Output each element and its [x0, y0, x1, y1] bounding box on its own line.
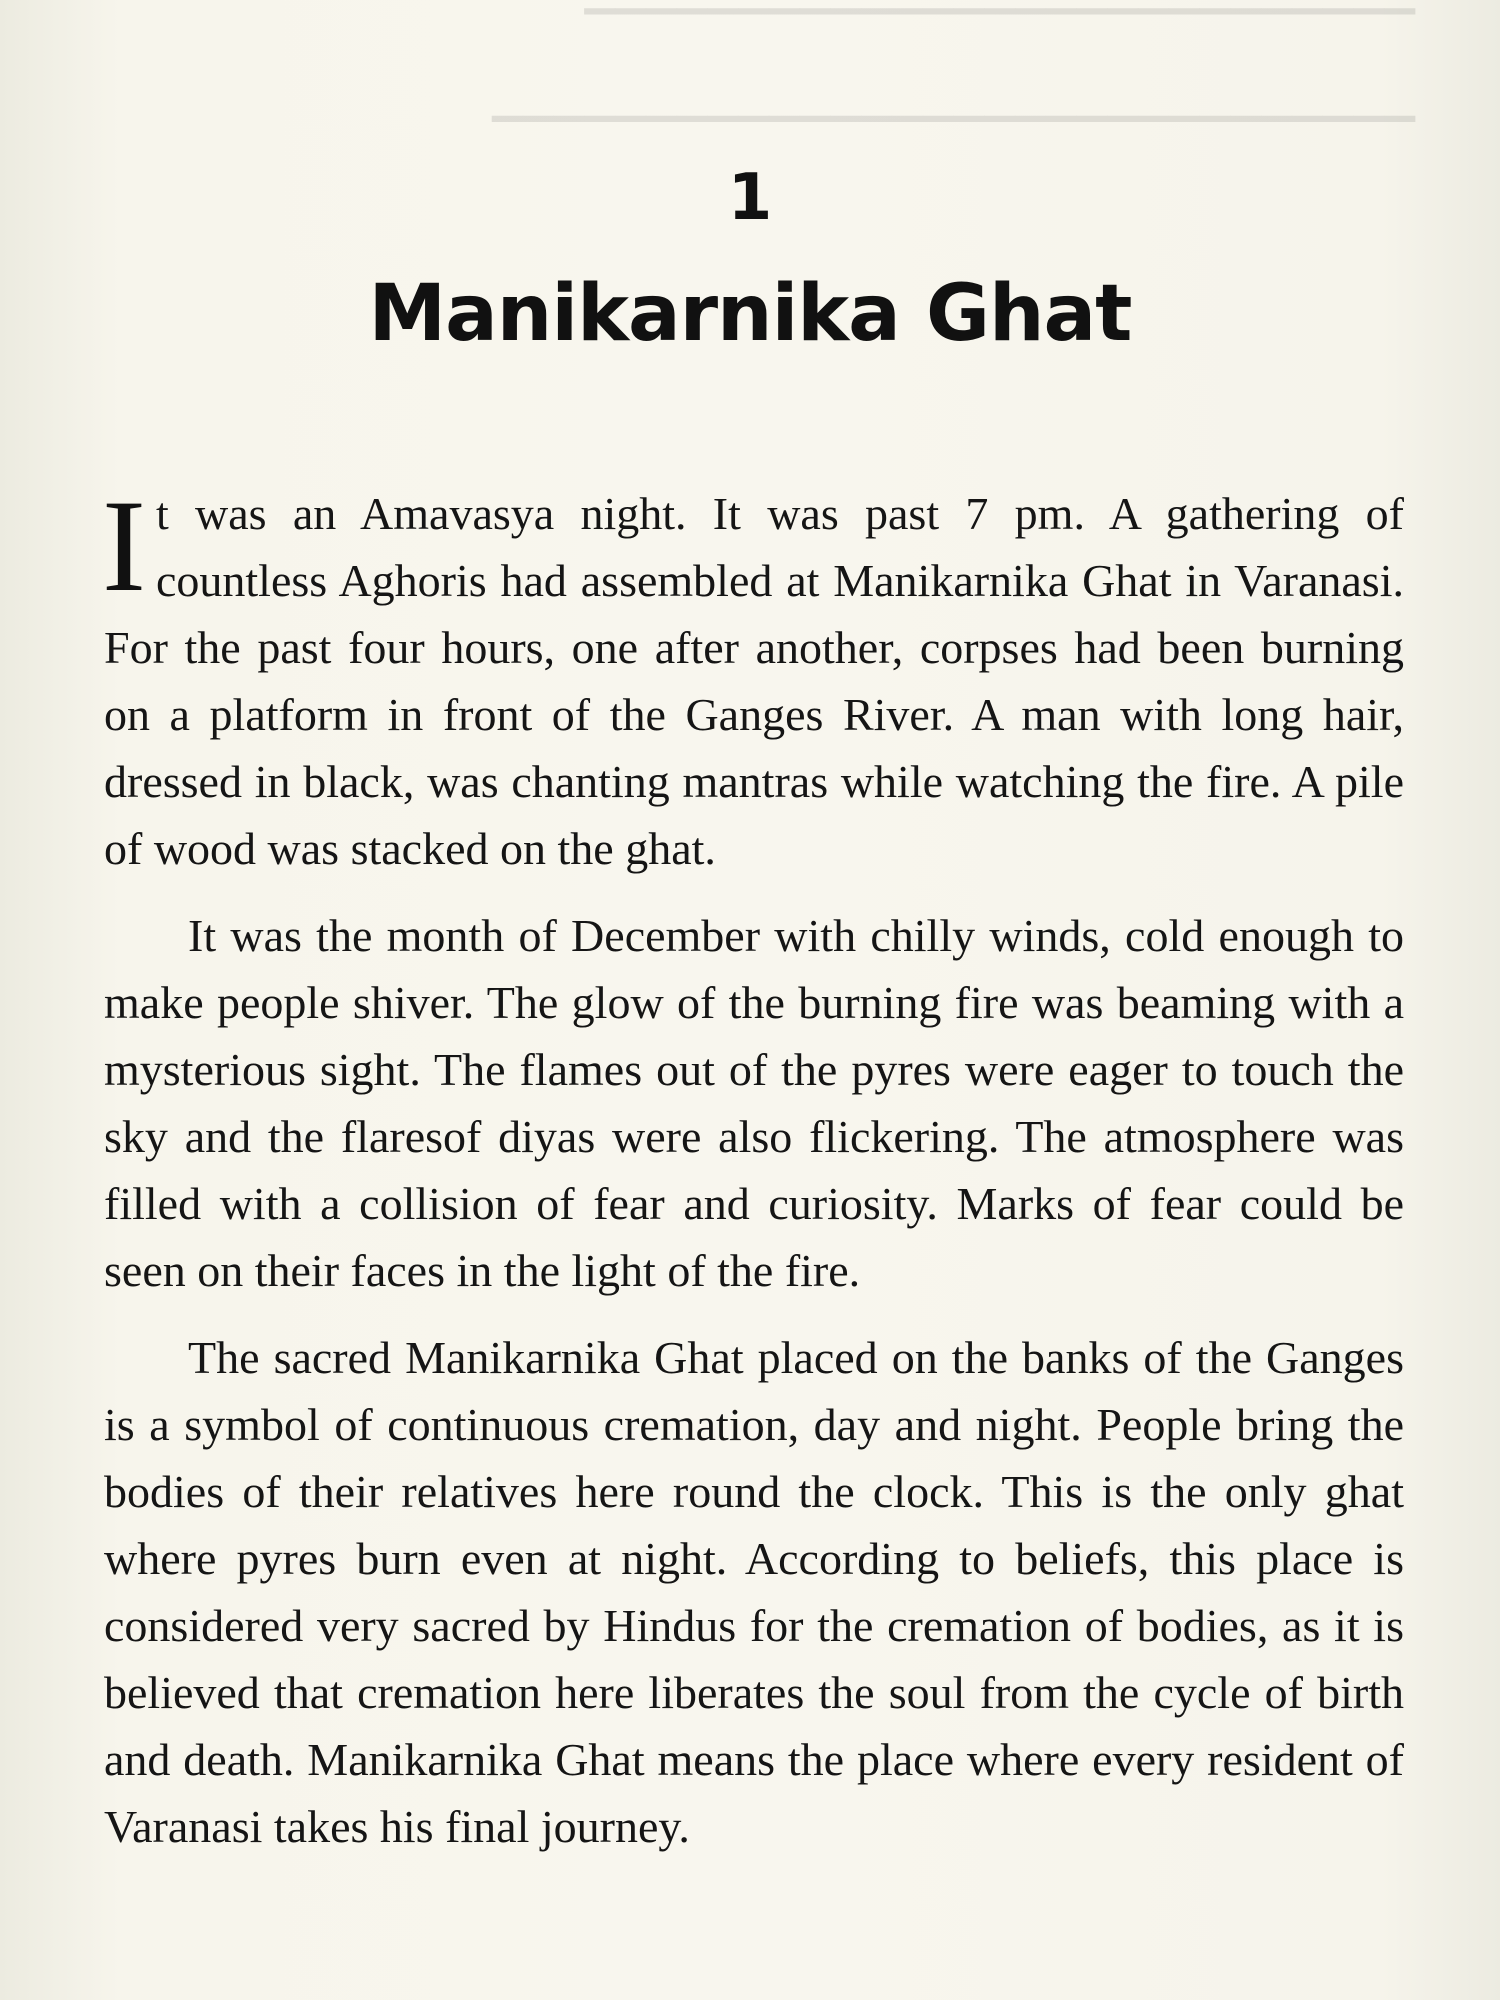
paragraph-1: [102, 472, 1404, 882]
drop-cap: I: [102, 472, 146, 619]
chapter-title: Manikarnika Ghat: [368, 269, 1132, 359]
paragraph-1-text: t was an Amavasya night. It was past 7 pm. A gathering of countless Aghoris had assembled at Manikarnika Ghat in Varanasi. For the past four hours, one after another, corpses had been burning on a platform in front of the Ganges River. A man with long hair, dressed in black, was chanting mantras while watching the fire. A pile of wood was stacked on the ghat.: [104, 488, 1404, 874]
chapter-body: [102, 472, 1404, 1880]
page-show-through: ▔▔▔▔▔▔▔▔▔▔▔▔▔▔▔▔▔▔▔▔▔▔▔▔▔▔▔ ▁▁▁▁▁▁▁▁▁▁▁▁▁▁▁▁▁▁▁▁▁▁▁▁▁▁▁▁▁▁: [492, 10, 1415, 121]
paragraph-2: It was the month of December with chilly winds, cold enough to make people shiver. The glow of the burning fire was beaming with a mysterious sight. The flames out of the pyres were eager to touch the sky and the flaresof diyas were also flickering. The atmosphere was filled with a collision of fear and curiosity. Marks of fear could be seen on their faces in the light of the fire.: [104, 910, 1404, 1296]
paragraph-3: The sacred Manikarnika Ghat placed on the banks of the Ganges is a symbol of continuous cremation, day and night. People bring the bodies of their relatives here round the clock. This is the only ghat where pyres burn even at night. According to beliefs, this place is considered very sacred by Hindus for the cremation of bodies, as it is believed that cremation here liberates the soul from the cycle of birth and death. Manikarnika Ghat means the place where every resident of Varanasi takes his final journey.: [104, 1332, 1404, 1852]
chapter-number: 1: [727, 161, 773, 235]
